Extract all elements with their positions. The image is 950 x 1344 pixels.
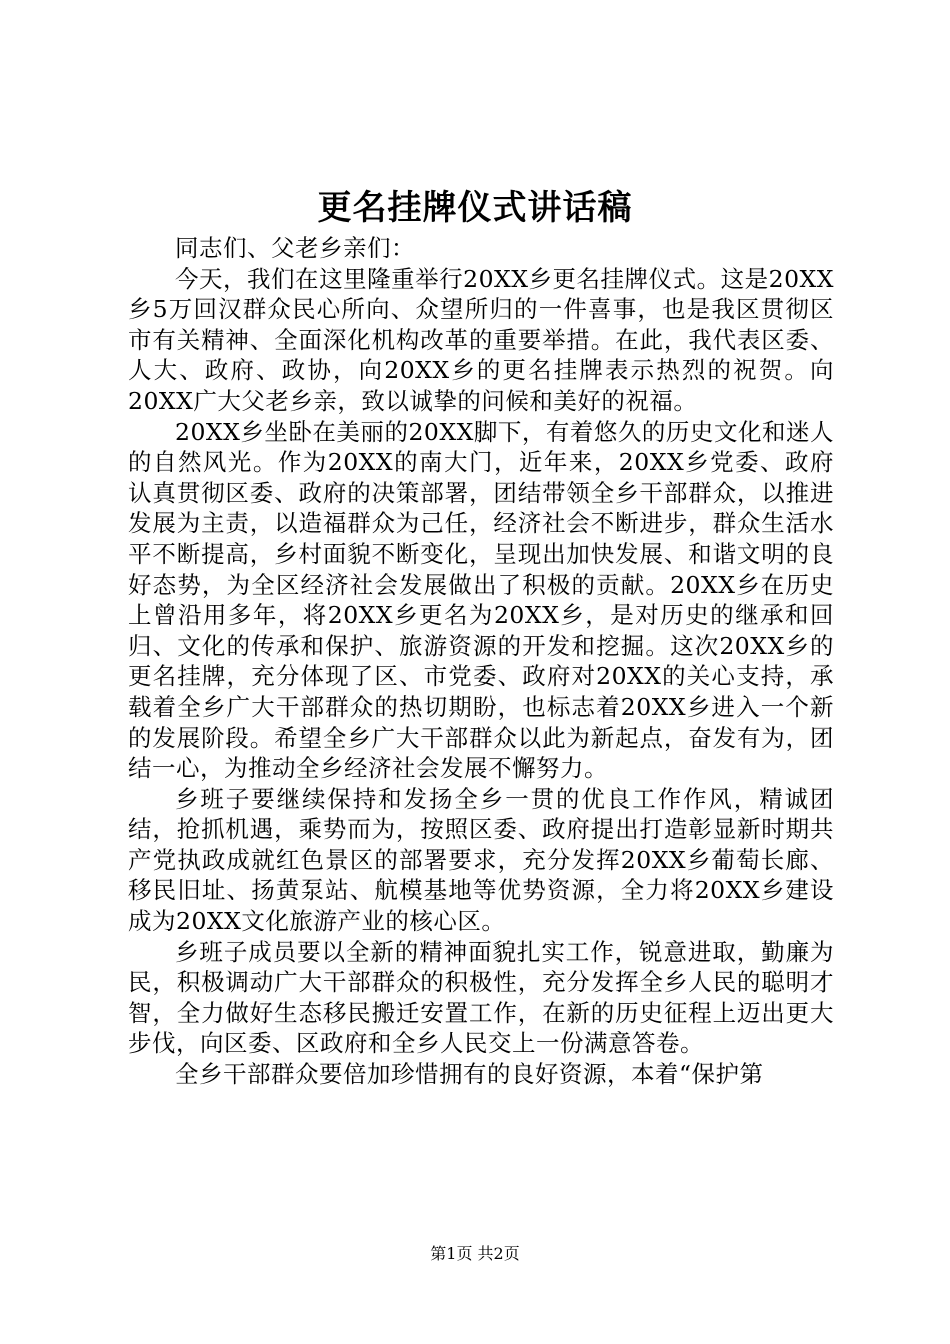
document-body [128, 233, 834, 1090]
paragraph: 乡班子成员要以全新的精神面貌扎实工作，锐意进取，勤廉为民，积极调动广大干部群众的积极性，充分发挥全乡人民的聪明才智，全力做好生态移民搬迁安置工作，在新的历史征程上迈出更大步伐，向区委、区政府和全乡人民交上一份满意答卷。 [128, 937, 834, 1058]
page-number-footer: 第1页 共2页 [430, 1244, 520, 1263]
paragraph: 全乡干部群众要倍加珍惜拥有的良好资源，本着“保护第 [175, 1060, 764, 1089]
paragraph-greeting: 同志们、父老乡亲们： [175, 234, 415, 262]
document-title: 更名挂牌仪式讲话稿 [317, 188, 633, 228]
paragraph: 20XX乡坐卧在美丽的20XX脚下，有着悠久的历史文化和迷人的自然风光。作为20XX的南大门，近年来，20XX乡党委、政府认真贯彻区委、政府的决策部署，团结带领全乡干部群众，以推进发展为主责，以造福群众为己任，经济社会不断进步，群众生活水平不断提高，乡村面貌不断变化，呈现出加快发展、和谐文明的良好态势，为全区经济社会发展做出了积极的贡献。20XX乡在历史上曾沿用多年，将20XX乡更名为20XX乡，是对历史的继承和回归、文化的传承和保护、旅游资源的开发和挖掘。这次20XX乡的更名挂牌，充分体现了区、市党委、政府对20XX的关心支持，承载着全乡广大干部群众的热切期盼，也标志着20XX乡进入一个新的发展阶段。希望全乡广大干部群众以此为新起点，奋发有为，团结一心，为推动全乡经济社会发展不懈努力。 [128, 417, 834, 783]
paragraph: 乡班子要继续保持和发扬全乡一贯的优良工作作风，精诚团结，抢抓机遇，乘势而为，按照区委、政府提出打造彰显新时期共产党执政成就红色景区的部署要求，充分发挥20XX乡葡萄长廊、移民旧址、扬黄泵站、航模基地等优势资源，全力将20XX乡建设成为20XX文化旅游产业的核心区。 [128, 784, 834, 936]
paragraph: 今天，我们在这里隆重举行20XX乡更名挂牌仪式。这是20XX乡5万回汉群众民心所向、众望所归的一件喜事，也是我区贯彻区市有关精神、全面深化机构改革的重要举措。在此，我代表区委、人大、政府、政协，向20XX乡的更名挂牌表示热烈的祝贺。向20XX广大父老乡亲，致以诚挚的问候和美好的祝福。 [128, 264, 834, 415]
